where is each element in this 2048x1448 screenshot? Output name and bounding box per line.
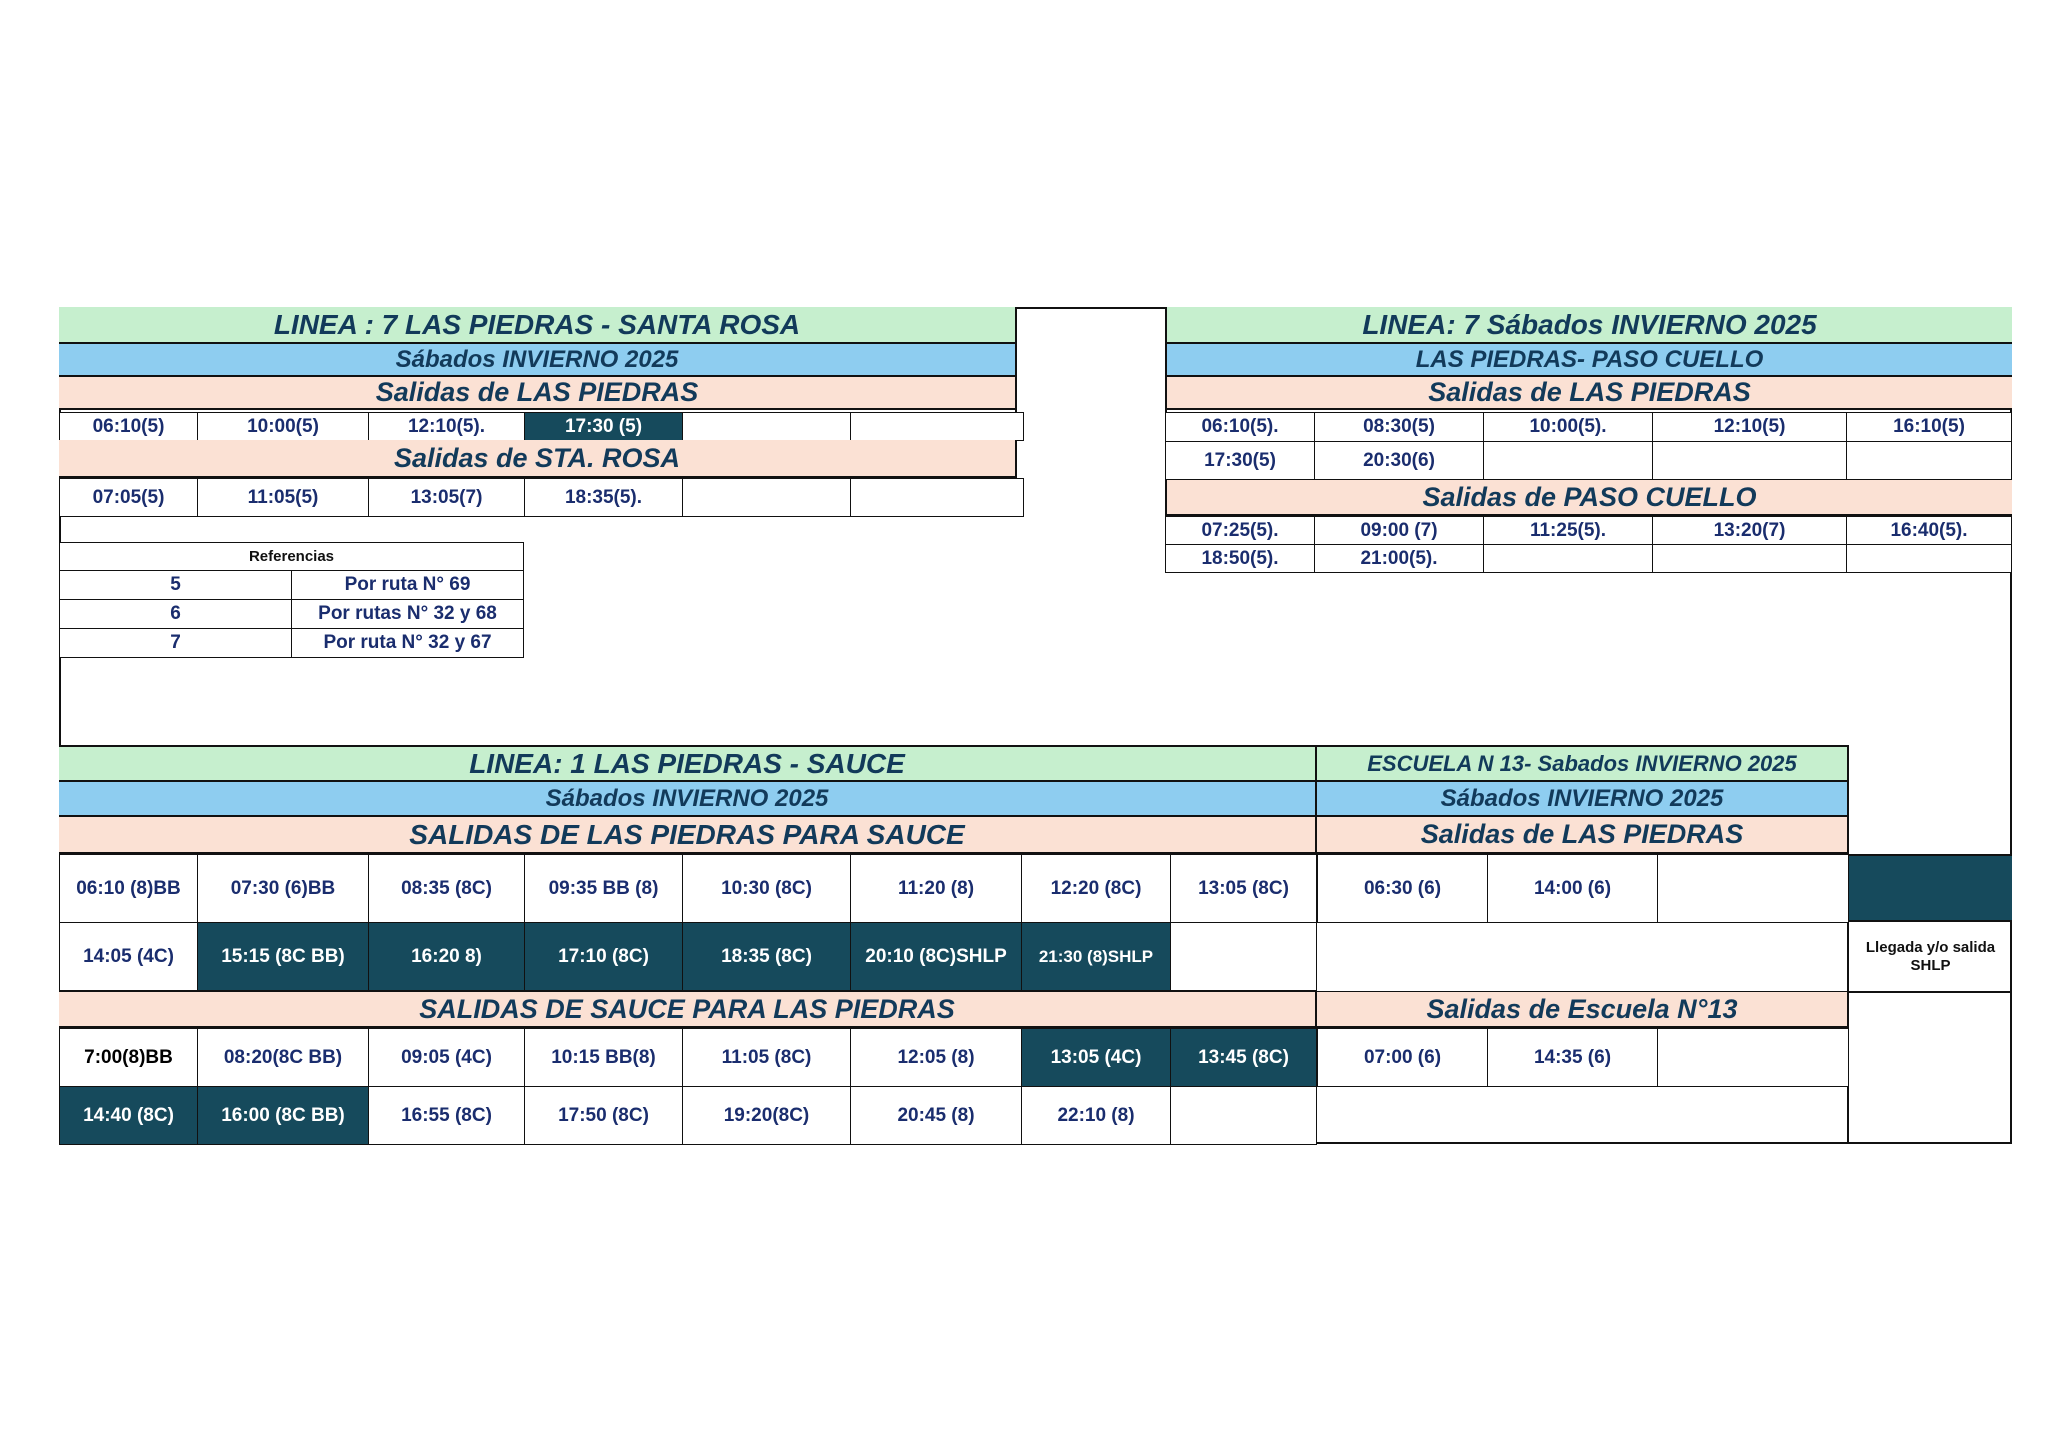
time-cell (1484, 442, 1653, 480)
time-cell (1658, 1029, 1849, 1087)
l7pc-section-las-piedras: Salidas de LAS PIEDRAS (1167, 377, 2012, 410)
time-cell: 08:35 (8C) (369, 855, 525, 923)
time-cell: 14:00 (6) (1488, 855, 1658, 923)
time-cell: 16:10(5) (1847, 413, 2012, 442)
time-cell: 10:15 BB(8) (525, 1029, 683, 1087)
time-cell-highlighted: 20:10 (8C)SHLP (851, 923, 1022, 991)
l7pc-rows-las-piedras (1165, 412, 2012, 480)
l1-section-las-piedras-sauce: SALIDAS DE LAS PIEDRAS PARA SAUCE (59, 817, 1317, 854)
time-cell: 07:30 (6)BB (198, 855, 369, 923)
time-cell: 13:20(7) (1653, 517, 1847, 545)
time-cell: 06:10(5) (60, 413, 198, 441)
l7-row-sta-rosa (59, 478, 1024, 517)
time-cell-highlighted: 17:10 (8C) (525, 923, 683, 991)
time-cell: 12:05 (8) (851, 1029, 1022, 1087)
references-title-text: Referencias (248, 548, 335, 565)
time-cell (1653, 545, 1847, 573)
reference-text: Por rutas N° 32 y 68 (292, 600, 524, 629)
time-cell: 10:30 (8C) (683, 855, 851, 923)
time-cell: 09:00 (7) (1315, 517, 1484, 545)
time-cell (1484, 545, 1653, 573)
time-cell: 06:30 (6) (1318, 855, 1488, 923)
time-cell: 20:45 (8) (851, 1087, 1022, 1145)
time-cell (1171, 1087, 1317, 1145)
time-cell: 11:25(5). (1484, 517, 1653, 545)
time-cell: 16:40(5). (1847, 517, 2012, 545)
time-cell: 07:05(5) (60, 479, 198, 517)
legend-shlp-label (1849, 922, 2012, 991)
l1-subtitle: Sábados INVIERNO 2025 (59, 782, 1317, 817)
time-cell: 16:55 (8C) (369, 1087, 525, 1145)
l7pc-title: LINEA: 7 Sábados INVIERNO 2025 (1167, 307, 2012, 344)
time-cell-highlighted: 17:30 (5) (525, 413, 683, 441)
l7-section-las-piedras: Salidas de LAS PIEDRAS (59, 377, 1015, 410)
time-cell: 21:00(5). (1315, 545, 1484, 573)
time-cell: 10:00(5). (1484, 413, 1653, 442)
time-cell: 08:20(8C BB) (198, 1029, 369, 1087)
legend-shlp-text: Llegada y/o salida SHLP (1865, 938, 1996, 974)
time-cell (1171, 923, 1317, 991)
time-cell-highlighted: 18:35 (8C) (683, 923, 851, 991)
l1-rows-sauce-las-piedras (59, 1028, 1317, 1145)
l1-title: LINEA: 1 LAS PIEDRAS - SAUCE (59, 745, 1317, 782)
esc-section-las-piedras: Salidas de LAS PIEDRAS (1317, 817, 1849, 854)
reference-text: Por ruta N° 69 (292, 571, 524, 600)
time-cell: 07:00 (6) (1318, 1029, 1488, 1087)
l7pc-section-paso-cuello: Salidas de PASO CUELLO (1165, 480, 2012, 516)
time-cell: 17:50 (8C) (525, 1087, 683, 1145)
time-cell (1847, 442, 2012, 480)
esc-subtitle: Sábados INVIERNO 2025 (1317, 782, 1849, 817)
time-cell (683, 479, 851, 517)
time-cell: 11:05 (8C) (683, 1029, 851, 1087)
reference-code: 7 (60, 629, 292, 658)
l7pc-rows-paso-cuello (1165, 516, 2012, 573)
esc-empty-row (1317, 922, 1849, 991)
time-cell: 11:20 (8) (851, 855, 1022, 923)
reference-text: Por ruta N° 32 y 67 (292, 629, 524, 658)
l7-subtitle: Sábados INVIERNO 2025 (59, 344, 1015, 377)
time-cell: 7:00(8)BB (60, 1029, 198, 1087)
l7-row-las-piedras (59, 412, 1024, 441)
time-cell (851, 479, 1024, 517)
time-cell: 06:10 (8)BB (60, 855, 198, 923)
esc-row-escuela (1317, 1028, 1849, 1087)
time-cell-highlighted: 13:05 (4C) (1022, 1029, 1171, 1087)
time-cell: 12:20 (8C) (1022, 855, 1171, 923)
time-cell (1847, 545, 2012, 573)
l7-separator-line (1017, 307, 1165, 309)
time-cell (1658, 855, 1849, 923)
time-cell: 06:10(5). (1166, 413, 1315, 442)
time-cell: 10:00(5) (198, 413, 369, 441)
time-cell-highlighted: 16:00 (8C BB) (198, 1087, 369, 1145)
time-cell: 18:50(5). (1166, 545, 1315, 573)
legend-shlp-swatch (1849, 854, 2012, 922)
time-cell: 13:05 (8C) (1171, 855, 1317, 923)
time-cell (1653, 442, 1847, 480)
references-table (59, 542, 524, 658)
time-cell: 09:05 (4C) (369, 1029, 525, 1087)
time-cell: 19:20(8C) (683, 1087, 851, 1145)
esc-row-las-piedras (1317, 854, 1849, 923)
time-cell-highlighted: 21:30 (8)SHLP (1022, 923, 1171, 991)
time-cell: 12:10(5). (369, 413, 525, 441)
l1-section-sauce-las-piedras: SALIDAS DE SAUCE PARA LAS PIEDRAS (59, 991, 1317, 1028)
time-cell (851, 413, 1024, 441)
time-cell: 12:10(5) (1653, 413, 1847, 442)
time-cell: 18:35(5). (525, 479, 683, 517)
time-cell: 11:05(5) (198, 479, 369, 517)
l1-rows-las-piedras-sauce (59, 854, 1317, 991)
time-cell-highlighted: 15:15 (8C BB) (198, 923, 369, 991)
references-title (60, 543, 524, 571)
time-cell: 08:30(5) (1315, 413, 1484, 442)
time-cell: 14:35 (6) (1488, 1029, 1658, 1087)
l7pc-table (1165, 307, 2012, 413)
time-cell: 14:05 (4C) (60, 923, 198, 991)
l7-section-sta-rosa: Salidas de STA. ROSA (59, 440, 1017, 478)
time-cell: 09:35 BB (8) (525, 855, 683, 923)
time-cell: 20:30(6) (1315, 442, 1484, 480)
legend-bottom-box (1849, 991, 2012, 1144)
esc-title: ESCUELA N 13- Sabados INVIERNO 2025 (1317, 745, 1849, 782)
time-cell: 17:30(5) (1166, 442, 1315, 480)
time-cell: 07:25(5). (1166, 517, 1315, 545)
esc-empty-bottom (1317, 1086, 1849, 1144)
time-cell: 22:10 (8) (1022, 1087, 1171, 1145)
time-cell: 13:05(7) (369, 479, 525, 517)
time-cell-highlighted: 13:45 (8C) (1171, 1029, 1317, 1087)
reference-code: 6 (60, 600, 292, 629)
reference-code: 5 (60, 571, 292, 600)
l7pc-subtitle: LAS PIEDRAS- PASO CUELLO (1167, 344, 2012, 377)
l7-title: LINEA : 7 LAS PIEDRAS - SANTA ROSA (59, 307, 1015, 344)
esc-section-escuela: Salidas de Escuela N°13 (1317, 991, 1849, 1028)
time-cell-highlighted: 16:20 8) (369, 923, 525, 991)
time-cell (683, 413, 851, 441)
time-cell-highlighted: 14:40 (8C) (60, 1087, 198, 1145)
